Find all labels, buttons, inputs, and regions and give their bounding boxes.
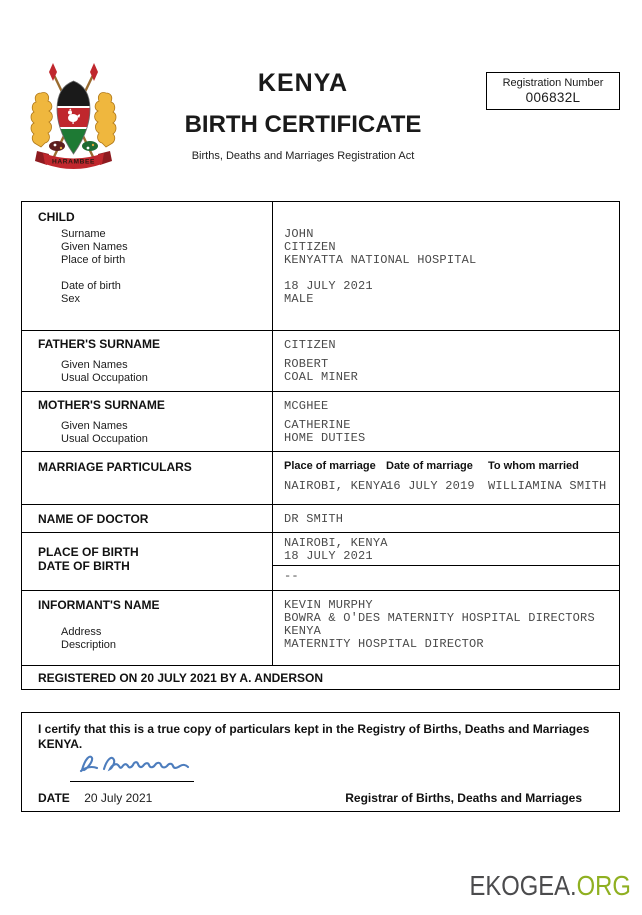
father-given-names-label: Given Names — [61, 359, 128, 372]
father-given-names-value: ROBERT — [284, 357, 329, 372]
registrar-title: Registrar of Births, Deaths and Marriages — [345, 791, 582, 805]
mother-surname-value: MCGHEE — [284, 399, 329, 414]
date-of-marriage-header: Date of marriage — [386, 459, 473, 472]
birth-place-date-row — [22, 532, 619, 591]
place-of-birth-label: Place of birth — [61, 254, 126, 266]
surname-label: Surname — [61, 228, 106, 240]
mother-section-label: MOTHER'S SURNAME — [38, 398, 165, 413]
registered-row — [22, 665, 619, 689]
birth-sub-value: -- — [284, 568, 299, 583]
sex-label: Sex — [61, 293, 80, 305]
birth-place-value: NAIROBI, KENYA — [284, 535, 388, 550]
mother-occupation-label: Usual Occupation — [61, 433, 148, 446]
header-titles — [120, 70, 486, 162]
child-date-of-birth-value: 18 JULY 2021 — [284, 279, 373, 293]
date-of-birth-label: Date of birth — [61, 280, 121, 292]
registration-number-box — [486, 72, 620, 110]
mother-given-names-label: Given Names — [61, 420, 128, 433]
date-label: DATE — [38, 791, 70, 805]
child-section-label: CHILD — [38, 210, 75, 224]
father-row — [22, 330, 619, 391]
ekogea-logo-tld: ORG — [576, 870, 631, 901]
particulars-table — [21, 201, 620, 690]
act-subtitle: Births, Deaths and Marriages Registration Act — [191, 150, 415, 162]
certification-box — [21, 712, 620, 812]
informant-section-label: INFORMANT'S NAME — [38, 598, 160, 613]
place-of-marriage-value: NAIROBI, KENYA — [284, 478, 388, 493]
marriage-row — [22, 451, 619, 504]
informant-description-value: MATERNITY HOSPITAL DIRECTOR — [284, 637, 484, 652]
date-of-birth-section-label: DATE OF BIRTH — [38, 558, 130, 573]
registration-number-label: Registration Number — [502, 77, 604, 89]
certify-statement-line2: KENYA. — [38, 737, 83, 751]
doctor-value: DR SMITH — [284, 511, 344, 526]
child-place-of-birth-value: KENYATTA NATIONAL HOSPITAL — [284, 253, 477, 267]
child-row — [22, 202, 619, 330]
place-of-marriage-header: Place of marriage — [284, 459, 376, 472]
informant-name-value: KEVIN MURPHY — [284, 598, 373, 613]
child-surname-value: JOHN — [284, 227, 314, 241]
date-of-marriage-value: 16 JULY 2019 — [386, 478, 475, 493]
registration-number-value: 006832L — [525, 90, 581, 105]
birth-date-value: 18 JULY 2021 — [284, 548, 373, 563]
country-title: KENYA — [257, 69, 349, 97]
date-value: 20 July 2021 — [84, 791, 153, 805]
child-sex-value: MALE — [284, 292, 314, 306]
registrar-signature — [77, 746, 197, 781]
informant-address-label: Address — [61, 626, 102, 639]
informant-description-label: Description — [61, 639, 117, 652]
kenya-coat-of-arms — [27, 61, 120, 169]
place-of-birth-section-label: PLACE OF BIRTH — [38, 544, 139, 559]
to-whom-married-header: To whom married — [488, 459, 579, 472]
ekogea-logo-name: EKOGEA. — [469, 870, 577, 901]
doctor-section-label: NAME OF DOCTOR — [38, 511, 149, 526]
doctor-row — [22, 504, 619, 532]
father-occupation-value: COAL MINER — [284, 370, 359, 385]
harambee-motto: HARAMBEE — [52, 158, 95, 166]
informant-row — [22, 590, 619, 665]
father-occupation-label: Usual Occupation — [61, 372, 148, 385]
certify-statement-line1: I certify that this is a true copy of particulars kept in the Registry of Births, Deaths and Marriages — [38, 722, 590, 736]
to-whom-married-value: WILLIAMINA SMITH — [488, 478, 607, 493]
ekogea-logo — [470, 871, 631, 901]
given-names-label: Given Names — [61, 241, 128, 253]
registered-line: REGISTERED ON 20 JULY 2021 BY A. ANDERSON — [38, 670, 323, 685]
mother-given-names-value: CATHERINE — [284, 418, 351, 433]
marriage-section-label: MARRIAGE PARTICULARS — [38, 459, 192, 474]
informant-organisation-value: BOWRA & O'DES MATERNITY HOSPITAL DIRECTORS — [284, 611, 595, 626]
informant-address-value: KENYA — [284, 624, 322, 639]
father-section-label: FATHER'S SURNAME — [38, 337, 160, 352]
mother-row — [22, 391, 619, 451]
signature-line — [70, 781, 194, 782]
child-given-names-value: CITIZEN — [284, 240, 336, 254]
father-surname-value: CITIZEN — [284, 338, 336, 353]
document-title: BIRTH CERTIFICATE — [184, 111, 422, 138]
mother-occupation-value: HOME DUTIES — [284, 431, 366, 446]
